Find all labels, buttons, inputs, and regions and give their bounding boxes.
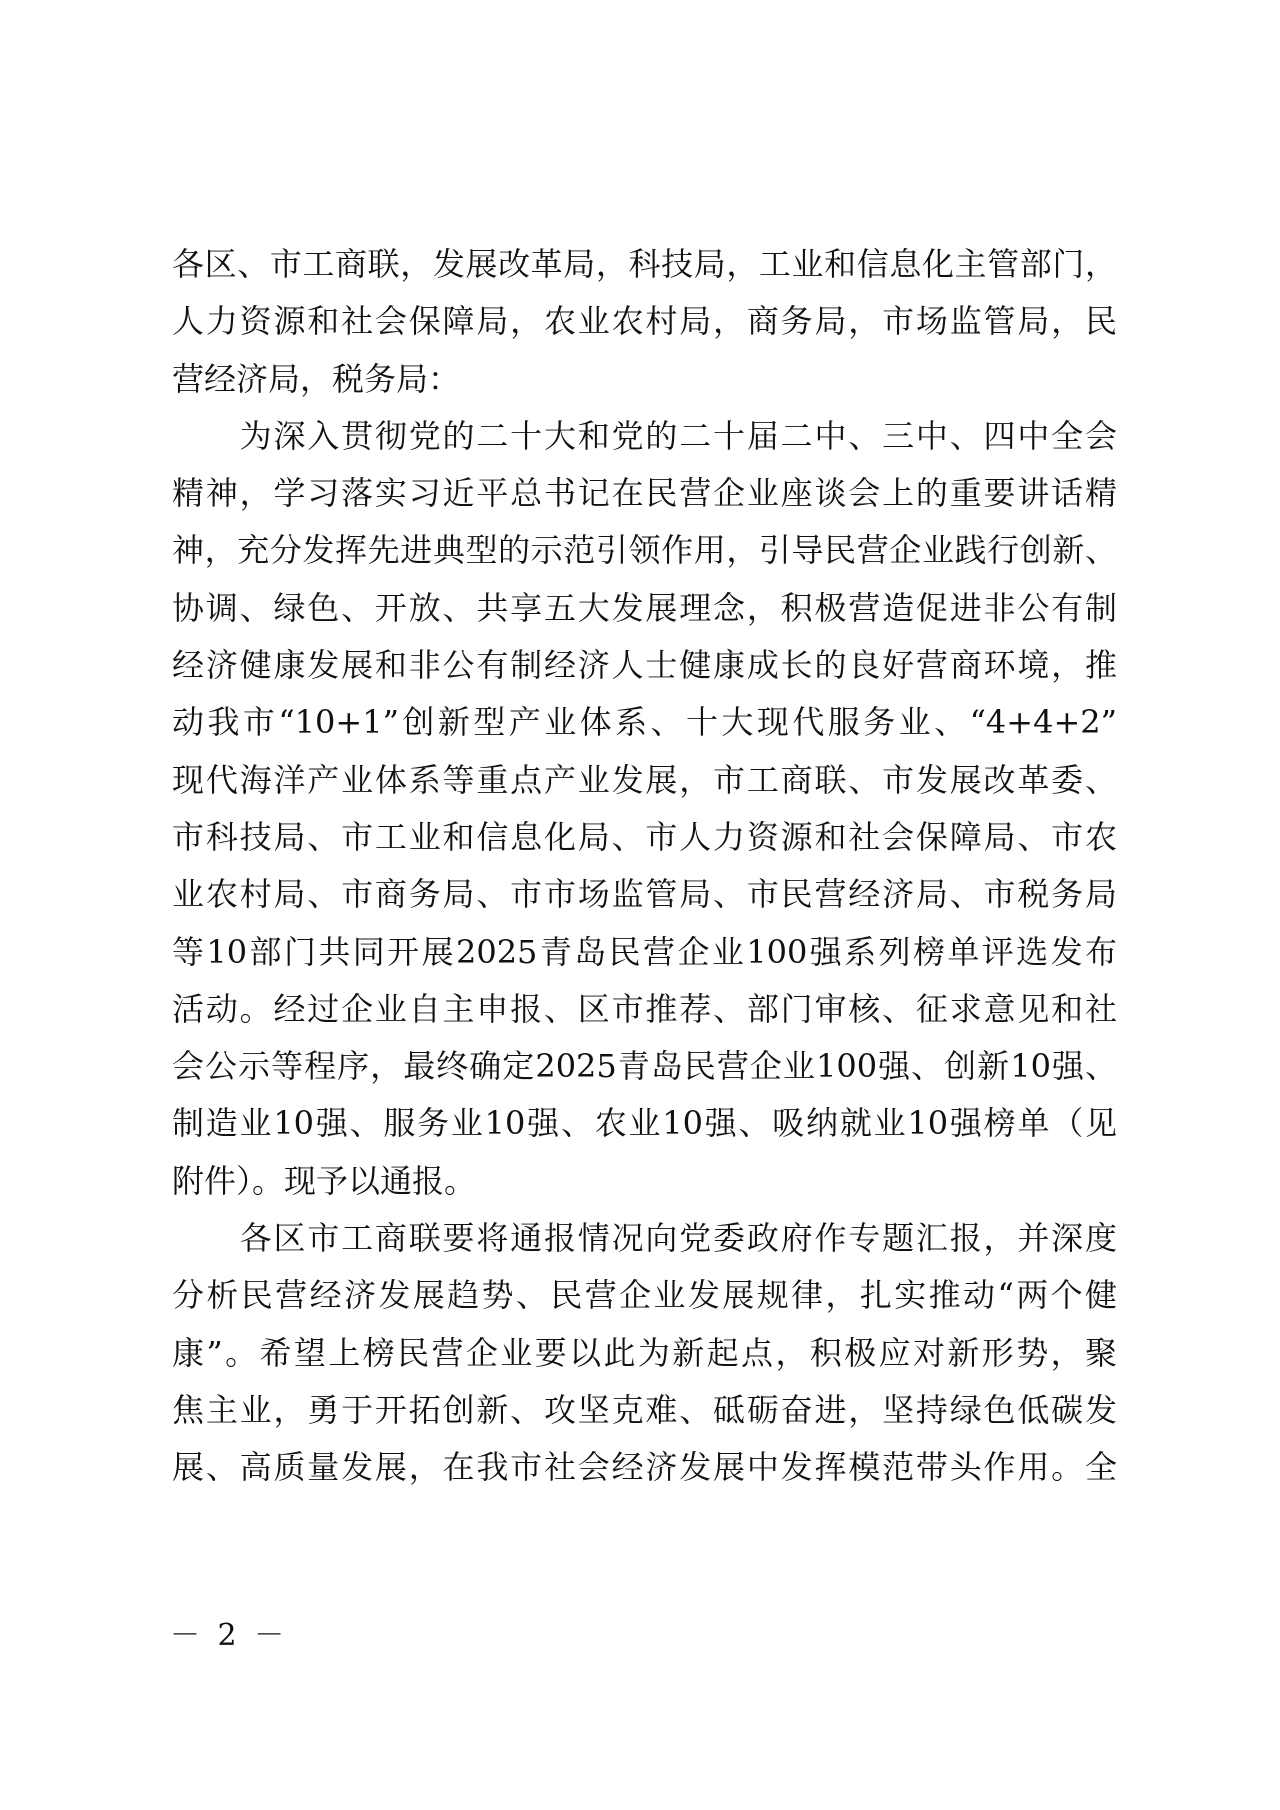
- text-line: 会公示等程序，最终确定2025青岛民营企业100强、创新10强、: [172, 1047, 1117, 1086]
- text-line: 为深入贯彻党的二十大和党的二十届二中、三中、四中全会: [172, 416, 1117, 455]
- text-line: 展、高质量发展，在我市社会经济发展中发挥模范带头作用。全: [172, 1448, 1117, 1487]
- text-line: 市科技局、市工业和信息化局、市人力资源和社会保障局、市农: [172, 817, 1117, 856]
- text-line: 精神，学习落实习近平总书记在民营企业座谈会上的重要讲话精: [172, 474, 1117, 513]
- text-line: 人力资源和社会保障局，农业农村局，商务局，市场监管局，民: [172, 302, 1117, 341]
- text-line: 焦主业，勇于开拓创新、攻坚克难、砥砺奋进，坚持绿色低碳发: [172, 1390, 1117, 1429]
- text-line: 附件）。现予以通报。: [172, 1161, 477, 1200]
- text-line: 分析民营经济发展趋势、民营企业发展规律，扎实推动“两个健: [172, 1276, 1117, 1315]
- document-body: [172, 236, 1117, 1497]
- text-line: 协调、绿色、开放、共享五大发展理念，积极营造促进非公有制: [172, 588, 1117, 627]
- text-line: 神，充分发挥先进典型的示范引领作用，引导民营企业践行创新、: [172, 531, 1117, 570]
- text-line: 制造业10强、服务业10强、农业10强、吸纳就业10强榜单（见: [172, 1104, 1117, 1143]
- text-line: 经济健康发展和非公有制经济人士健康成长的良好营商环境，推: [172, 646, 1117, 685]
- text-line: 现代海洋产业体系等重点产业发展，市工商联、市发展改革委、: [172, 760, 1117, 799]
- text-line: 康”。希望上榜民营企业要以此为新起点，积极应对新形势，聚: [172, 1333, 1117, 1372]
- text-line: 各区、市工商联，发展改革局，科技局，工业和信息化主管部门，: [172, 245, 1117, 283]
- text-line: 等10部门共同开展2025青岛民营企业100强系列榜单评选发布: [172, 932, 1117, 971]
- text-line: 各区市工商联要将通报情况向党委政府作专题汇报，并深度: [172, 1219, 1117, 1258]
- text-line: 营经济局，税务局：: [172, 359, 461, 398]
- text-line: 动我市“10+1”创新型产业体系、十大现代服务业、“4+4+2”: [172, 703, 1117, 742]
- text-line: 业农村局、市商务局、市市场监管局、市民营经济局、市税务局: [172, 875, 1117, 914]
- page-number: － 2 －: [170, 1618, 289, 1653]
- text-line: 活动。经过企业自主申报、区市推荐、部门审核、征求意见和社: [172, 989, 1117, 1028]
